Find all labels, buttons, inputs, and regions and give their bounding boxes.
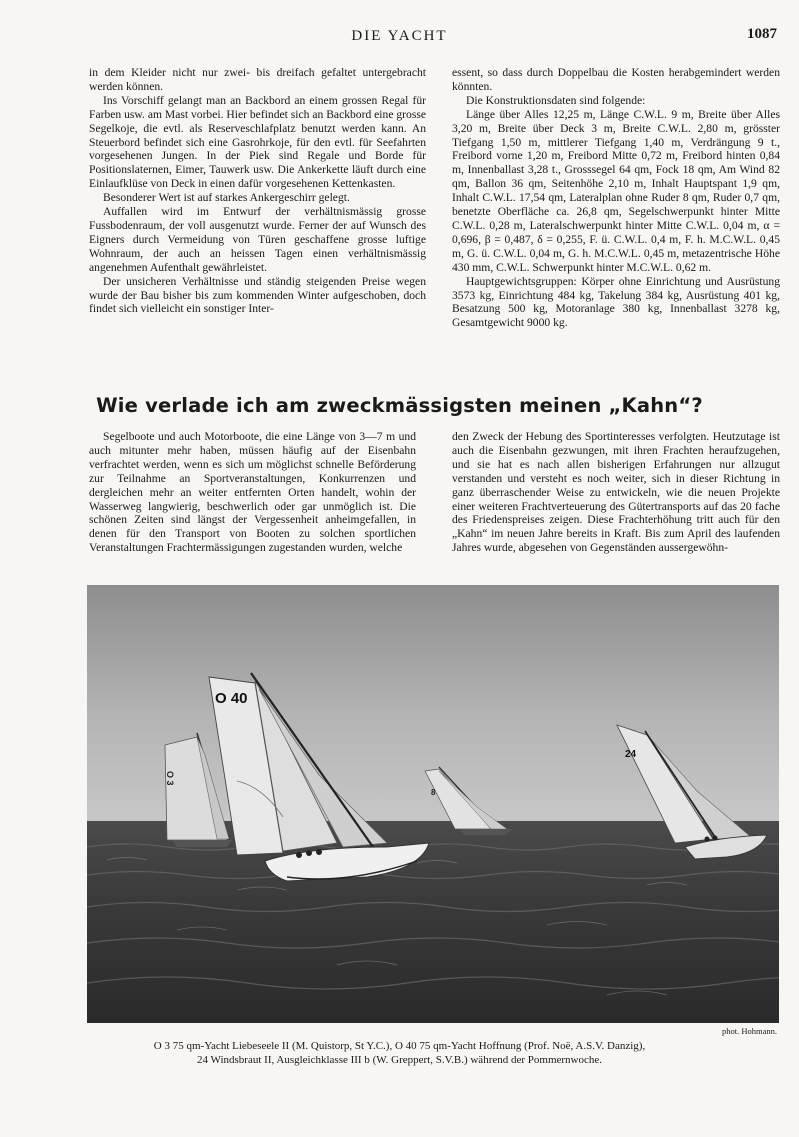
paragraph: Hauptgewichtsgruppen: Körper ohne Einrichtung und Ausrüstung 3573 kg, Einrichtung 484 kg, Takelung 384 kg, Ausrüstung 401 kg, Besatzung 500 kg, Motoranlage 380 kg, Innenballast 3278 kg, Gesamtgewicht 9000 kg. <box>452 274 780 330</box>
column-top-right <box>452 66 780 330</box>
page-header <box>0 26 799 48</box>
column-bottom-left <box>89 430 416 555</box>
article-title: Wie verlade ich am zweckmässigsten meinen „Kahn“? <box>96 394 703 417</box>
column-bottom-right <box>452 430 780 555</box>
paragraph: Segelboote und auch Motorboote, die eine Länge von 3—7 m und auch mitunter mehr haben, müssen häufig auf der Eisenbahn verfrachtet werden, wenn es sich um möglichst schnelle Beförderung zur Teilnahme an Sportveranstaltungen, Konkurrenzen und dergleichen mehr an weiter entfernten Orten handelt, wohin der Wasserweg langwierig, beschwerlich oder gar unmöglich ist. Die schönen Zeiten sind längst der Vergessenheit anheimgefallen, in denen für den Transport von Booten zu solchen sportlichen Veranstaltungen Frachtermässigungen zugestanden wurden, welche <box>89 430 416 555</box>
caption-line: 24 Windsbraut II, Ausgleichklasse III b (W. Greppert, S.V.B.) während der Pommernwoche. <box>196 1054 603 1066</box>
running-title: DIE YACHT <box>351 28 448 44</box>
paragraph: essent, so dass durch Doppelbau die Kosten herabgemindert werden könnten. <box>452 66 780 93</box>
paragraph: Der unsicheren Verhältnisse und ständig steigenden Preise wegen wurde der Bau bisher bis zum kommenden Winter aufgeschoben, doch findet sich vielleicht ein sonstiger Inter- <box>89 274 426 316</box>
paragraph: den Zweck der Hebung des Sportinteresses verfolgten. Heutzutage ist auch die Eisenbahn gezwungen, mit ihren Frachten heraufzugehen, und sie hat es nach allen bisherigen Erfahrungen nur allzugut verstanden und versteht es noch weiter, sich in dieser Richtung in ganz überraschender Weise zu entwickeln, wie die neuen Projekte einer weiteren Frachtverteuerung des Gütertransports auf das 20 fache des Friedenspreises zeigen. Diese Frachterhöhung tritt auch für den „Kahn“ im neuen Jahre bereits in Kraft. Bis zum April des laufenden Jahres wurde, abgesehen von Gegenständen aussergewöhn- <box>452 430 780 555</box>
paragraph: in dem Kleider nicht nur zwei- bis dreifach gefaltet untergebracht werden können. <box>89 66 426 93</box>
caption-line: O 3 75 qm-Yacht Liebeseele II (M. Quistorp, St Y.C.), O 40 75 qm-Yacht Hoffnung (Prof. Noë, A.S.V. Danzig), <box>153 1040 646 1052</box>
photo-caption <box>0 1039 799 1067</box>
column-top-left <box>89 66 426 316</box>
sea <box>87 821 779 1023</box>
sail-number-o3: O 3 <box>165 771 175 786</box>
paragraph: Besonderer Wert ist auf starkes Ankergeschirr gelegt. <box>103 191 350 205</box>
sailing-yachts-photo <box>87 585 779 1023</box>
paragraph: Länge über Alles 12,25 m, Länge C.W.L. 9 m, Breite über Alles 3,20 m, Breite über Deck 3 m, Breite C.W.L. 2,80 m, grösster Tiefgang 1,50 m, mittlerer Tiefgang 1,40 m, Verdrängung 9 t., Freibord vorne 1,20 m, Freibord Mitte 0,72 m, Freibord hinten 0,84 m, Innenballast 3,28 t., Grosssegel 64 qm, Fock 18 qm, Am Wind 82 qm, Ballon 36 qm, Seitenhöhe 2,10 m, Inhalt Hauptspant 1,9 qm, Inhalt C.W.L. 17,54 qm, Lateralplan ohne Ruder 8 qm, Ruder 0,7 qm, benetzte Oberfläche ca. 26,8 qm, Segelschwerpunkt hinter Mitte C.W.L. 0,28 m, Lateralschwerpunkt hinter Mitte C.W.L. 0,04 m, α = 0,696, β = 0,487, δ = 0,255, F. ü. C.W.L. 0,4 m, F. h. M.C.W.L. 0,45 m, G. ü. C.W.L. 0,04 m, G. h. M.C.W.L. 0,45 m, metazentrische Höhe 430 mm, C.W.L. Schwerpunkt hinter M.C.W.L. 0,62 m. <box>452 107 780 274</box>
sail-number-8: 8 <box>431 788 436 797</box>
sail-number-o40: O 40 <box>215 690 248 707</box>
paragraph: Die Konstruktionsdaten sind folgende: <box>466 93 646 107</box>
paragraph: Ins Vorschiff gelangt man an Backbord an einem grossen Regal für Farben usw. am Mast vorbei. Hier befindet sich an Backbord eine grosse Segelkoje, die evtl. als Reserveschlafplatz benutzt werden kann. An Steuerbord befindet sich eine Gasrohrkoje, für den evtl. für Seefahrten vorgesehenen Jungen. In der Piek sind Regale und Borde für Positionslaternen, Eimer, Tauwerk usw. Die Ankerkette läuft durch eine Einlaufklüse von Deck in einen dafür vorgesehenen Kettenkasten. <box>89 93 426 191</box>
sail-number-24: 24 <box>625 749 637 760</box>
photo-credit: phot. Hohmann. <box>721 1026 777 1036</box>
paragraph: Auffallen wird im Entwurf der verhältnismässig grosse Fussbodenraum, der voll ausgenutzt wurde. Ferner der auf Wunsch des Eigners durch Vermeidung von Türen geschaffene grosse luftige Wohnraum, der auch an heissen Tagen einen verhältnismässig angenehmen Aufenthalt gewährleistet. <box>89 205 426 274</box>
page-number: 1087 <box>747 26 777 42</box>
